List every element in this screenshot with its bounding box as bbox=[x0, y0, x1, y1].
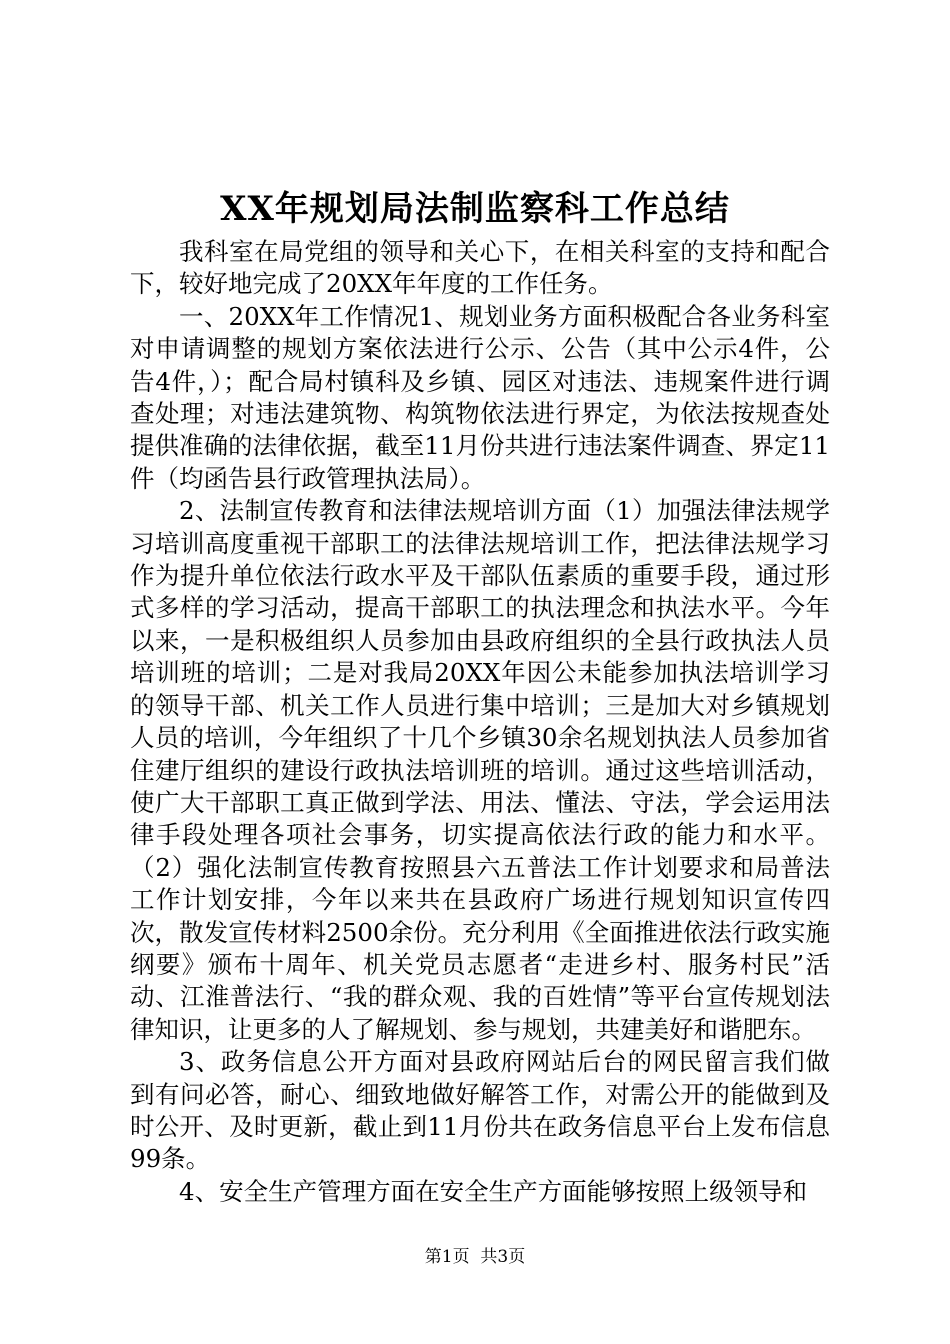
body-paragraph-section-2: 2、法制宣传教育和法律法规培训方面（1）加强法律法规学习培训高度重视干部职工的法律法规培训工作，把法律法规学习作为提升单位依法行政水平及干部队伍素质的重要手段，通过形式多样的学习活动，提高干部职工的执法理念和执法水平。今年以来，一是积极组织人员参加由县政府组织的全县行政执法人员培训班的培训；二是对我局20XX年因公未能参加执法培训学习的领导干部、机关工作人员进行集中培训；三是加大对乡镇规划人员的培训，今年组织了十几个乡镇30余名规划执法人员参加省住建厅组织的建设行政执法培训班的培训。通过这些培训活动，使广大干部职工真正做到学法、用法、懂法、守法，学会运用法律手段处理各项社会事务，切实提高依法行政的能力和水平。（2）强化法制宣传教育按照县六五普法工作计划要求和局普法工作计划安排，今年以来共在县政府广场进行规划知识宣传四次，散发宣传材料2500余份。充分利用《全面推进依法行政实施纲要》颁布十周年、机关党员志愿者“走进乡村、服务村民”活动、江淮普法行、“我的群众观、我的百姓情”等平台宣传规划法律知识，让更多的人了解规划、参与规划，共建美好和谐肥东。 bbox=[130, 496, 830, 1044]
body-paragraph-section-1: 一、20XX年工作情况1、规划业务方面积极配合各业务科室对申请调整的规划方案依法进行公示、公告（其中公示4件，公告4件，）；配合局村镇科及乡镇、园区对违法、违规案件进行调查处理；对违法建筑物、构筑物依法进行界定，为依法按规查处提供准确的法律依据，截至11月份共进行违法案件调查、界定11件（均函告县行政管理执法局）。 bbox=[130, 301, 830, 493]
document-title: XX年规划局法制监察科工作总结 bbox=[220, 189, 730, 229]
body-paragraph-section-4: 4、安全生产管理方面在安全生产方面能够按照上级领导和 bbox=[179, 1176, 808, 1206]
document-body bbox=[130, 236, 830, 1208]
body-paragraph-intro: 我科室在局党组的领导和关心下，在相关科室的支持和配合下，较好地完成了20XX年年度的工作任务。 bbox=[130, 237, 830, 299]
body-paragraph-section-3: 3、政务信息公开方面对县政府网站后台的网民留言我们做到有问必答，耐心、细致地做好解答工作，对需公开的能做到及时公开、及时更新，截止到11月份共在政务信息平台上发布信息99条。 bbox=[130, 1047, 830, 1174]
page-number-footer: 第1页 共3页 bbox=[424, 1247, 526, 1267]
